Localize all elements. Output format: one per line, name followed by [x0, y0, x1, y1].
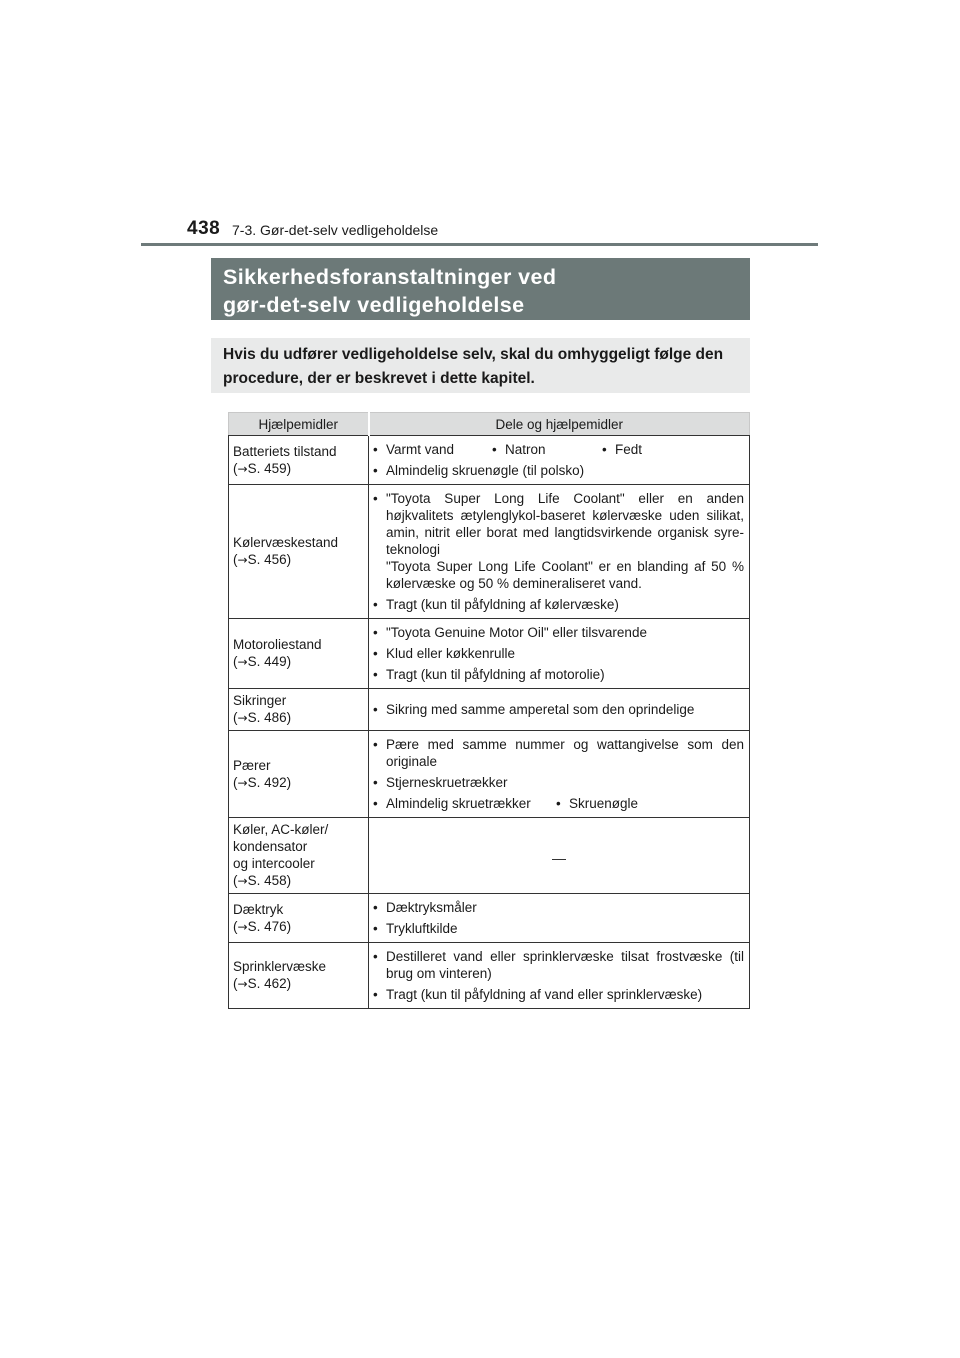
- list-item: [373, 439, 744, 460]
- row-label-name: Sprinklervæske: [233, 959, 327, 974]
- page-reference: S. 462: [247, 976, 287, 991]
- row-items: [369, 436, 750, 485]
- arrow-icon: →: [237, 711, 248, 725]
- list-item: [373, 622, 744, 643]
- row-label-name: Pærer: [233, 757, 271, 773]
- bullet-icon: •: [373, 597, 378, 612]
- item-text: Tragt (kun til påfyldning af vand eller sprinklervæske): [386, 987, 703, 1002]
- item-text: Dæktryksmåler: [386, 900, 477, 915]
- row-label: [229, 894, 369, 943]
- item-text-group: [386, 490, 744, 592]
- bullet-icon: •: [373, 796, 378, 811]
- row-items: [369, 689, 750, 731]
- item-text: Varmt vand: [386, 442, 455, 457]
- row-label-ref: (→S. 449): [233, 654, 292, 669]
- item-text: Klud eller køkkenrulle: [386, 646, 516, 661]
- row-label-ref: (→S. 459): [233, 460, 292, 476]
- list-item: [373, 664, 744, 685]
- column-header-parts: Dele og hjælpemidler: [369, 413, 750, 436]
- page-reference: S. 458: [247, 873, 287, 888]
- row-label: [229, 818, 369, 894]
- arrow-icon: →: [237, 553, 248, 567]
- table-row: [229, 731, 750, 818]
- bullet-icon: •: [373, 702, 378, 717]
- item-text: Tragt (kun til påfyldning af motorolie): [386, 667, 605, 682]
- list-item: [373, 699, 744, 720]
- row-label: [229, 436, 369, 485]
- list-item: [373, 772, 744, 793]
- bullet-icon: •: [373, 987, 378, 1002]
- row-label-name-line: kondensator: [233, 839, 308, 854]
- section-title: [211, 258, 750, 320]
- arrow-icon: →: [237, 461, 248, 476]
- item-text: Skruenøgle: [569, 796, 639, 811]
- row-label-name: Sikringer: [233, 693, 287, 708]
- list-item: [373, 897, 744, 918]
- table-row: [229, 943, 750, 1009]
- item-text: Natron: [505, 442, 546, 457]
- row-label-name: Motoroliestand: [233, 637, 322, 652]
- list-item: [373, 984, 744, 1005]
- bullet-icon: •: [373, 737, 378, 752]
- item-text: Almindelig skruetrækker: [386, 796, 531, 811]
- table-row: [229, 894, 750, 943]
- page-reference: S. 476: [247, 918, 287, 934]
- item-note: "Toyota Super Long Life Coolant" er en blanding af 50 % kølervæske og 50 % demineraliseret vand.: [386, 559, 744, 591]
- section-label: 7-3. Gør-det-selv vedligeholdelse: [232, 222, 439, 238]
- row-items: [369, 731, 750, 818]
- item-text: Sikring med samme amperetal som den oprindelige: [386, 702, 695, 717]
- row-label-ref: (→S. 458): [233, 873, 292, 888]
- table-row: [229, 689, 750, 731]
- bullet-icon: •: [373, 625, 378, 640]
- bullet-icon: •: [602, 442, 607, 457]
- list-item: [373, 946, 744, 984]
- item-text: Tragt (kun til påfyldning af kølervæske): [386, 597, 619, 612]
- item-text: Fedt: [615, 442, 643, 457]
- item-text: Pære med samme nummer og wattangivelse som den originale: [386, 737, 744, 769]
- page-reference: S. 459: [247, 460, 287, 476]
- header-divider: [141, 243, 818, 246]
- page-number: 438: [187, 218, 221, 239]
- column-header-tools: Hjælpemidler: [229, 413, 369, 436]
- row-label-ref: (→S. 492): [233, 774, 292, 790]
- em-dash: [552, 853, 566, 860]
- table-row: [229, 619, 750, 689]
- bullet-icon: •: [373, 463, 378, 478]
- item-text: Destilleret vand eller sprinklervæske tilsat frostvæske (til brug om vinteren): [386, 949, 744, 981]
- row-label-ref: (→S. 462): [233, 976, 292, 991]
- list-item: [373, 793, 744, 814]
- table-row: [229, 436, 750, 485]
- row-label-name: Dæktryk: [233, 901, 284, 917]
- item-text: Stjerneskruetrækker: [386, 775, 508, 790]
- list-item: [373, 460, 744, 481]
- bullet-icon: •: [373, 949, 378, 964]
- page-reference: S. 449: [247, 654, 287, 669]
- arrow-icon: →: [237, 775, 248, 790]
- row-items: [369, 943, 750, 1009]
- item-text: Almindelig skruenøgle (til polsko): [386, 463, 585, 478]
- section-title-line-2: gør-det-selv vedligeholdelse: [223, 293, 525, 317]
- item-text: Trykluftkilde: [386, 921, 458, 936]
- bullet-icon: •: [556, 796, 561, 811]
- intro-text: Hvis du udfører vedligeholdelse selv, skal du omhyggeligt følge den procedure, der er beskrevet i dette kapitel.: [211, 338, 750, 393]
- page-reference: S. 456: [247, 552, 287, 567]
- row-label-ref: (→S. 486): [233, 710, 292, 725]
- list-item: [373, 594, 744, 615]
- row-label: [229, 485, 369, 619]
- arrow-icon: →: [237, 919, 248, 934]
- row-label: [229, 943, 369, 1009]
- bullet-icon: •: [373, 900, 378, 915]
- page-reference: S. 486: [247, 710, 287, 725]
- list-item: [373, 643, 744, 664]
- arrow-icon: →: [237, 977, 248, 991]
- arrow-icon: →: [237, 874, 248, 888]
- item-text: "Toyota Genuine Motor Oil" eller tilsvarende: [386, 625, 647, 640]
- row-label-name: Kølervæskestand: [233, 535, 339, 550]
- row-label-name-line: og intercooler: [233, 856, 315, 871]
- list-item: [373, 734, 744, 772]
- row-label-ref: (→S. 476): [233, 918, 292, 934]
- section-title-line-1: Sikkerhedsforanstaltninger ved: [223, 265, 557, 289]
- bullet-icon: •: [373, 775, 378, 790]
- bullet-icon: •: [373, 921, 378, 936]
- list-item: [373, 488, 744, 594]
- row-label-name: Batteriets tilstand: [233, 443, 337, 459]
- row-items: [369, 619, 750, 689]
- table-row: [229, 818, 750, 894]
- bullet-icon: •: [492, 442, 497, 457]
- row-label: [229, 689, 369, 731]
- bullet-icon: •: [373, 646, 378, 661]
- tools-table: [228, 412, 750, 1009]
- bullet-icon: •: [373, 667, 378, 682]
- row-label: [229, 731, 369, 818]
- arrow-icon: →: [237, 655, 248, 669]
- bullet-icon: •: [373, 442, 378, 457]
- row-label-ref: (→S. 456): [233, 552, 292, 567]
- table-row: [229, 485, 750, 619]
- row-items-empty: [369, 818, 750, 894]
- row-label: [229, 619, 369, 689]
- bullet-icon: •: [373, 491, 378, 506]
- page-reference: S. 492: [247, 774, 287, 790]
- row-items: [369, 894, 750, 943]
- row-label-name-line: Køler, AC-køler/: [233, 822, 329, 837]
- item-text: "Toyota Super Long Life Coolant" eller en anden højkvalitets ætylenglykol-baseret kølervæske uden silikat, amin, nitrit eller borat med langtidsvirkende organisk syre-teknologi: [386, 491, 744, 557]
- table-header-row: [229, 413, 750, 436]
- list-item: [373, 918, 744, 939]
- row-items: [369, 485, 750, 619]
